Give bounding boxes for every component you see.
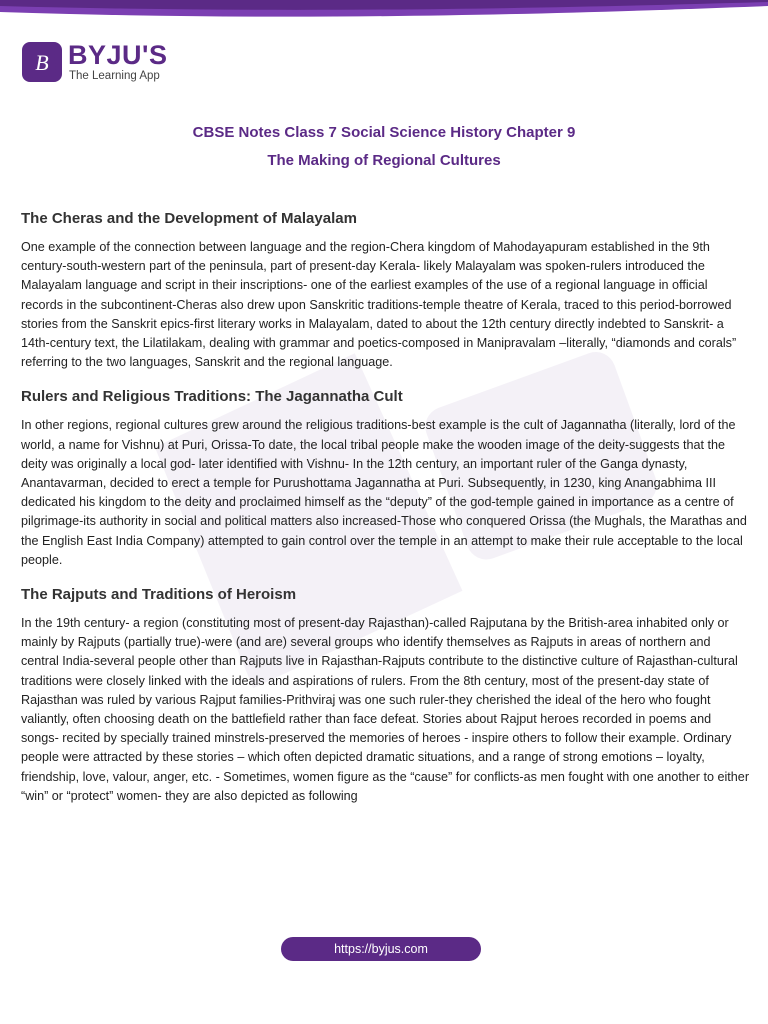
section-heading-rajputs: The Rajputs and Traditions of Heroism (21, 586, 297, 604)
brand-name: BYJU'S (68, 40, 168, 70)
section-body-cheras: One example of the connection between language and the region-Chera kingdom of Mahodayapuram established in the 9th century-south-western part of the peninsula, part of present-day Kerala- likely Malayalam was spoken-rulers introduced the Malayalam language and script in their inscriptions- one of the earliest examples of the use of a regional language in official records in the subcontinent-Cheras also drew upon Sanskritic traditions-temple theatre of Kerala, traced to this period-borrowed stories from the Sanskrit epics-first literary works in Malayalam, dated to about the 12th century directly indebted to Sanskrit- a 14th-century text, the Lilatilakam, dealing with grammar and poetics-composed in Manipravalam –literally, “diamonds and corals” referring to the two languages, Sanskrit and the regional language. (21, 240, 737, 370)
section-heading-jagannatha: Rulers and Religious Traditions: The Jagannatha Cult (21, 388, 403, 406)
logo-mark-icon (22, 42, 62, 82)
section-heading-cheras: The Cheras and the Development of Malayalam (21, 210, 357, 227)
brand-tagline: The Learning App (69, 70, 160, 82)
document-subtitle: The Making of Regional Cultures (267, 152, 501, 169)
section-body-jagannatha: In other regions, regional cultures grew around the religious traditions-best example is the cult of Jagannatha (literally, lord of the world, a name for Vishnu) at Puri, Orissa-To date, the local tribal people make the wooden image of the deity-suggests that the deity was originally a local god- later identified with Vishnu- In the 12th century, an important ruler of the Ganga dynasty, Anantavarman, decided to erect a temple for Purushottama Jagannatha at Puri. Subsequently, in 1230, king Anangabhima III dedicated his kingdom to the deity and proclaimed himself as the “deputy” of the god-temple gained in importance as a centre of pilgrimage-its authority in social and political matters also increased-Those who conquered Orissa (the Mughals, the Marathas and the English East India Company) attempted to gain control over the temple in an attempt to make their rule acceptable to the local people. (21, 418, 747, 567)
document-title: CBSE Notes Class 7 Social Science History Chapter 9 (192, 124, 576, 141)
brand-logo[interactable] (22, 42, 202, 90)
document-body (21, 208, 751, 820)
top-accent-bar (0, 0, 768, 22)
footer-url-link[interactable]: https://byjus.com (281, 937, 481, 961)
section-body-rajputs: In the 19th century- a region (constituting most of present-day Rajasthan)-called Rajputana by the British-area inhabited only or mainly by Rajputs (partially true)-were (and are) several groups who identify themselves as Rajputs in areas of northern and central India-several people other than Rajputs live in Rajasthan-Rajputs contribute to the distinctive culture of Rajasthan-cultural traditions were closely linked with the ideals and aspirations of rulers. From the 8th century, most of the present-day state of Rajasthan was ruled by various Rajput families-Prithviraj was one such ruler-they cherished the ideal of the hero who fought valiantly, often choosing death on the battlefield rather than face defeat. Stories about Rajput heroes recorded in poems and songs- recited by specially trained minstrels-preserved the memories of heroes - inspire others to follow their example. Ordinary people were attracted by these stories – which often depicted dramatic situations, and a range of strong emotions – loyalty, friendship, love, valour, anger, etc. - Sometimes, women figure as the “cause” for conflicts-as men fought with one another to either “win” or “protect” women- they are also depicted as following (21, 616, 750, 803)
logo-mark-letter: B (35, 50, 49, 75)
